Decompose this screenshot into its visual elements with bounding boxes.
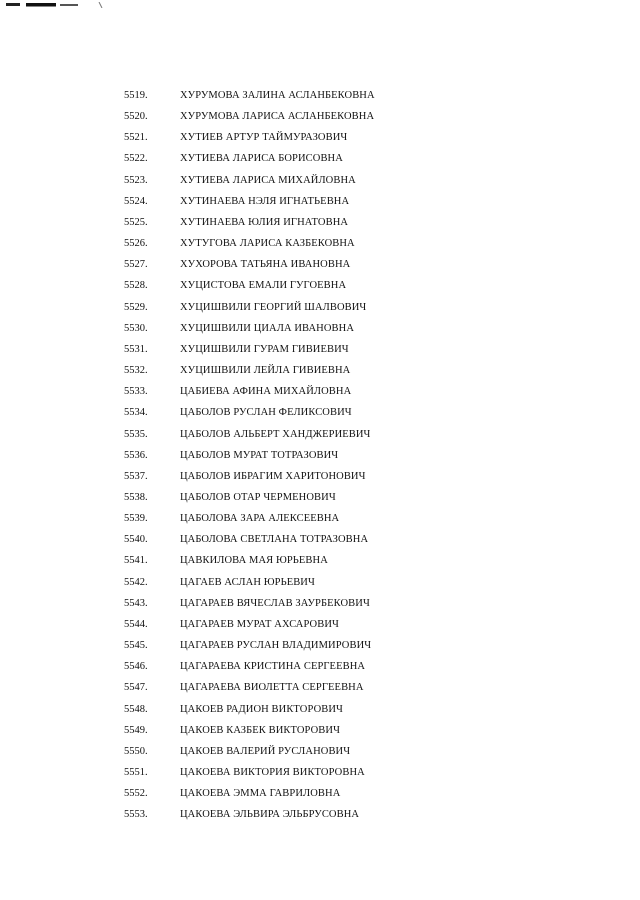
entry-full-name: ЦАКОЕВА ЭММА ГАВРИЛОВНА <box>180 788 341 800</box>
entry-full-name: ЦАГАРАЕВА ВИОЛЕТТА СЕРГЕЕВНА <box>180 682 364 694</box>
list-item <box>0 85 640 106</box>
list-item <box>0 233 640 254</box>
entry-full-name: ЦАБОЛОВ АЛЬБЕРТ ХАНДЖЕРИЕВИЧ <box>180 428 371 440</box>
scan-artifact-mark <box>6 2 106 8</box>
entry-full-name: ЦАБОЛОВА СВЕТЛАНА ТОТРАЗОВНА <box>180 534 369 546</box>
list-item <box>0 275 640 296</box>
entry-full-name: ХУРУМОВА ЗАЛИНА АСЛАНБЕКОВНА <box>180 90 375 101</box>
entry-full-name: ЦАГАРАЕВ ВЯЧЕСЛАВ ЗАУРБЕКОВИЧ <box>180 597 370 609</box>
entry-full-name: ХУЦИШВИЛИ ГУРАМ ГИВИЕВИЧ <box>180 343 349 355</box>
entry-number: 5548. <box>124 703 148 715</box>
entry-full-name: ЦАБОЛОВ РУСЛАН ФЕЛИКСОВИЧ <box>180 407 352 419</box>
entry-full-name: ЦАБОЛОВА ЗАРА АЛЕКСЕЕВНА <box>180 513 340 525</box>
entry-full-name: ЦАВКИЛОВА МАЯ ЮРЬЕВНА <box>180 555 328 567</box>
entry-number: 5539. <box>124 513 148 525</box>
list-item <box>0 424 640 445</box>
entry-number: 5549. <box>124 724 148 736</box>
entry-full-name: ХУТИЕВА ЛАРИСА МИХАЙЛОВНА <box>180 174 356 186</box>
entry-full-name: ЦАБОЛОВ МУРАТ ТОТРАЗОВИЧ <box>180 449 339 461</box>
list-item <box>0 572 640 593</box>
entry-number: 5535. <box>124 428 148 440</box>
entry-number: 5525. <box>124 216 148 228</box>
entry-full-name: ХУТУГОВА ЛАРИСА КАЗБЕКОВНА <box>180 238 355 250</box>
entry-full-name: ХУРУМОВА ЛАРИСА АСЛАНБЕКОВНА <box>180 111 375 123</box>
entry-number: 5538. <box>124 491 148 503</box>
entry-full-name: ЦАКОЕВА ЭЛЬВИРА ЭЛЬБРУСОВНА <box>180 809 360 821</box>
entry-number: 5532. <box>124 365 148 377</box>
list-item <box>0 614 640 635</box>
list-item <box>0 106 640 127</box>
entry-number: 5523. <box>124 174 148 186</box>
entry-full-name: ЦАГАРАЕВ МУРАТ АХСАРОВИЧ <box>180 618 339 630</box>
list-item <box>0 656 640 677</box>
list-item <box>0 783 640 804</box>
list-item <box>0 677 640 698</box>
entry-number: 5550. <box>124 745 148 757</box>
entry-number: 5530. <box>124 322 148 334</box>
list-item <box>0 381 640 402</box>
entry-number: 5545. <box>124 640 148 652</box>
entry-full-name: ЦАБОЛОВ ИБРАГИМ ХАРИТОНОВИЧ <box>180 470 366 482</box>
entry-full-name: ХУЦИШВИЛИ ЛЕЙЛА ГИВИЕВНА <box>180 365 351 377</box>
entry-full-name: ЦАГАРАЕВА КРИСТИНА СЕРГЕЕВНА <box>180 661 366 673</box>
entry-full-name: ЦАБИЕВА АФИНА МИХАЙЛОВНА <box>180 386 352 398</box>
entry-number: 5521. <box>124 132 148 144</box>
entry-full-name: ЦАКОЕВ КАЗБЕК ВИКТОРОВИЧ <box>180 724 340 736</box>
entry-number: 5526. <box>124 238 148 250</box>
entry-full-name: ЦАКОЕВ РАДИОН ВИКТОРОВИЧ <box>180 703 343 715</box>
entry-full-name: ЦАКОЕВА ВИКТОРИЯ ВИКТОРОВНА <box>180 767 365 778</box>
entry-full-name: ХУТИНАЕВА НЭЛЯ ИГНАТЬЕВНА <box>180 195 350 207</box>
list-item <box>0 402 640 423</box>
entry-number: 5528. <box>124 280 148 292</box>
entry-full-name: ЦАГАЕВ АСЛАН ЮРЬЕВИЧ <box>180 576 315 588</box>
list-item <box>0 550 640 571</box>
list-item <box>0 635 640 656</box>
list-item <box>0 720 640 741</box>
entry-number: 5552. <box>124 788 148 800</box>
entry-number: 5536. <box>124 449 148 461</box>
entry-number: 5540. <box>124 534 148 546</box>
list-item <box>0 741 640 762</box>
entry-number: 5529. <box>124 301 148 313</box>
entry-number: 5547. <box>124 682 148 694</box>
entry-full-name: ХУЦИШВИЛИ ГЕОРГИЙ ШАЛВОВИЧ <box>180 301 367 313</box>
entry-number: 5534. <box>124 407 148 419</box>
list-item <box>0 804 640 825</box>
entry-number: 5520. <box>124 111 148 123</box>
entry-number: 5546. <box>124 661 148 673</box>
list-item <box>0 148 640 169</box>
entry-full-name: ХУТИНАЕВА ЮЛИЯ ИГНАТОВНА <box>180 216 349 228</box>
entry-number: 5519. <box>124 90 148 101</box>
entry-number: 5544. <box>124 618 148 630</box>
list-item <box>0 318 640 339</box>
list-item <box>0 127 640 148</box>
entry-number: 5533. <box>124 386 148 398</box>
entry-full-name: ХУЦИСТОВА ЕМАЛИ ГУГОЕВНА <box>180 280 347 292</box>
entry-number: 5522. <box>124 153 148 165</box>
list-item <box>0 339 640 360</box>
list-item <box>0 487 640 508</box>
entry-number: 5527. <box>124 259 148 271</box>
list-item <box>0 254 640 275</box>
entry-number: 5531. <box>124 343 148 355</box>
list-item <box>0 191 640 212</box>
entry-number: 5553. <box>124 809 148 821</box>
list-item <box>0 699 640 720</box>
entry-number: 5524. <box>124 195 148 207</box>
entry-number: 5542. <box>124 576 148 588</box>
name-list <box>0 85 640 825</box>
entry-full-name: ХУХОРОВА ТАТЬЯНА ИВАНОВНА <box>180 259 351 271</box>
entry-full-name: ХУТИЕВА ЛАРИСА БОРИСОВНА <box>180 153 343 165</box>
entry-full-name: ХУЦИШВИЛИ ЦИАЛА ИВАНОВНА <box>180 322 355 334</box>
list-item <box>0 593 640 614</box>
entry-full-name: ЦАКОЕВ ВАЛЕРИЙ РУСЛАНОВИЧ <box>180 745 351 757</box>
entry-number: 5551. <box>124 767 148 778</box>
entry-full-name: ЦАБОЛОВ ОТАР ЧЕРМЕНОВИЧ <box>180 491 336 503</box>
entry-number: 5543. <box>124 597 148 609</box>
list-item <box>0 508 640 529</box>
list-item <box>0 212 640 233</box>
list-item <box>0 170 640 191</box>
list-item <box>0 297 640 318</box>
list-item <box>0 762 640 783</box>
list-item <box>0 466 640 487</box>
entry-number: 5541. <box>124 555 148 567</box>
entry-full-name: ЦАГАРАЕВ РУСЛАН ВЛАДИМИРОВИЧ <box>180 640 372 652</box>
entry-full-name: ХУТИЕВ АРТУР ТАЙМУРАЗОВИЧ <box>180 132 348 144</box>
list-item <box>0 529 640 550</box>
entry-number: 5537. <box>124 470 148 482</box>
list-item <box>0 360 640 381</box>
list-item <box>0 445 640 466</box>
